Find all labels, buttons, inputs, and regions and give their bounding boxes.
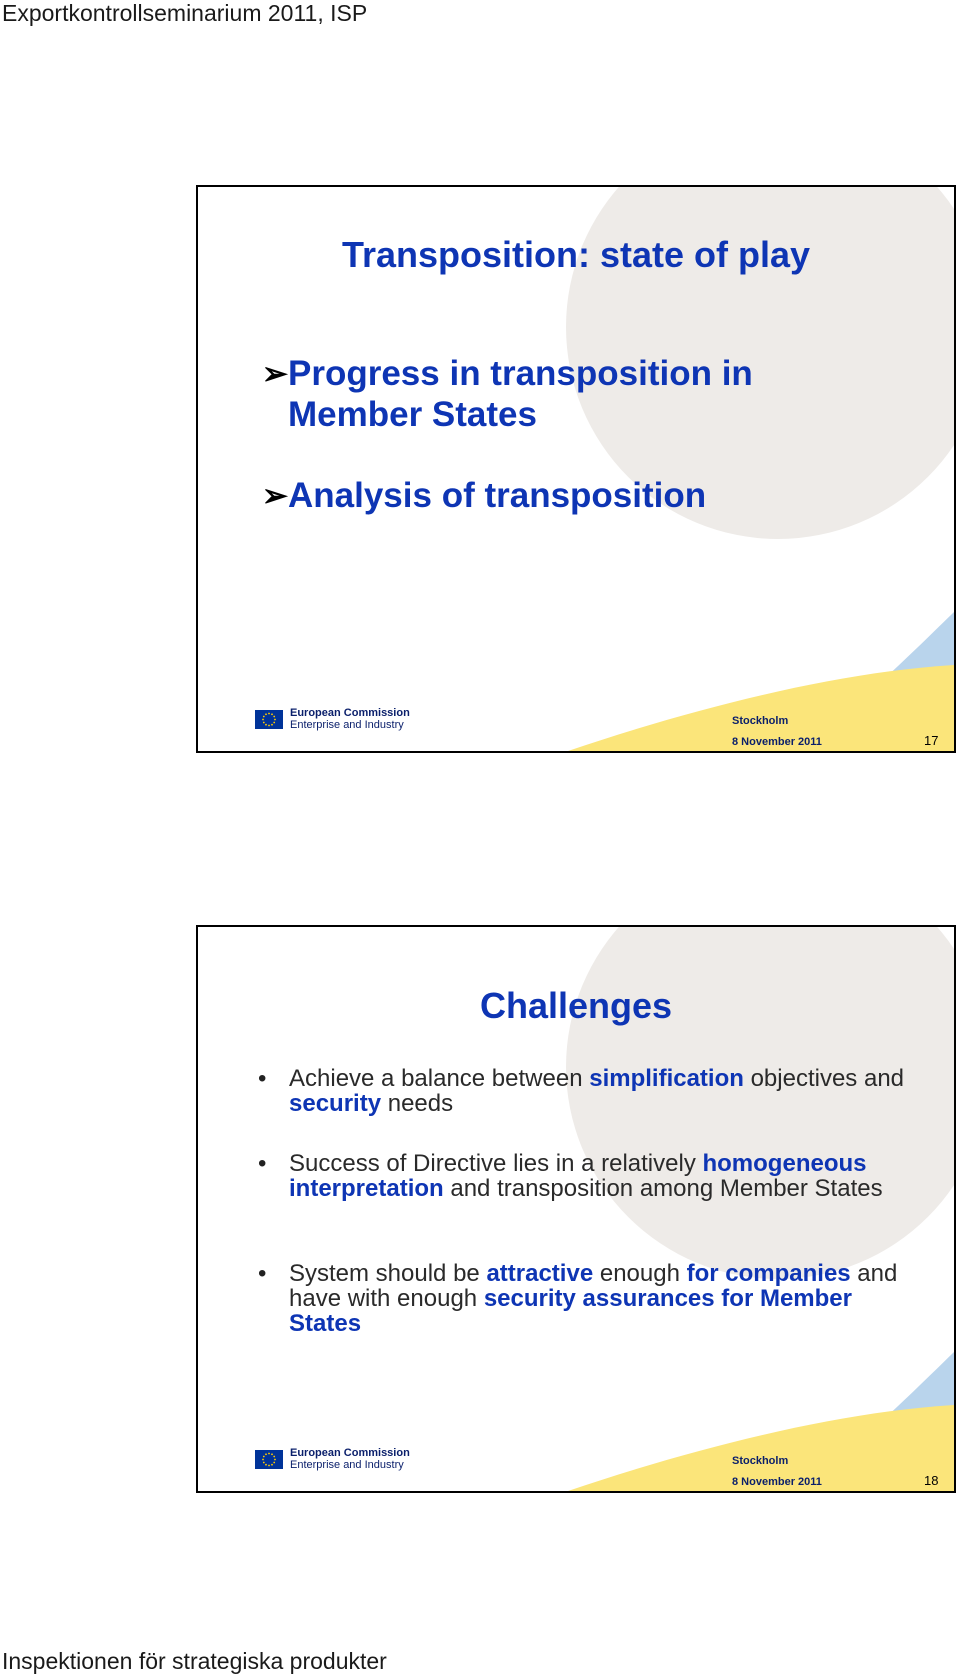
bullet-text-segment: Achieve a balance between (289, 1065, 590, 1092)
bullet-text-segment: objectives and (743, 1065, 905, 1092)
organization-department: Enterprise and Industry (290, 1459, 404, 1471)
bullet-dot: • (258, 1260, 267, 1287)
bullet-item (258, 1066, 908, 1116)
eu-flag-icon (255, 1450, 283, 1469)
bullet-emphasis: security assurances for Member States (289, 1285, 852, 1337)
slide-18 (196, 925, 956, 1493)
slide-17 (196, 185, 956, 753)
bullet-item (258, 1151, 908, 1201)
slide-page-number: 17 (924, 733, 939, 748)
document-footer: Inspektionen för strategiska produkter (2, 1648, 387, 1674)
bullet-emphasis: for companies (686, 1260, 851, 1287)
bullet-text-segment: enough (593, 1260, 687, 1287)
bullet-dot: • (258, 1150, 267, 1177)
bullet-text-segment: needs (381, 1090, 454, 1117)
bullet-text-segment: and have with enough (289, 1260, 898, 1312)
organization-name: European Commission (290, 707, 410, 719)
organization-name: European Commission (290, 1447, 410, 1459)
bullet-item (258, 1261, 908, 1336)
bullet-text-segment: System should be (289, 1260, 487, 1287)
bullet-emphasis: simplification (589, 1065, 744, 1092)
bullet-emphasis: attractive (486, 1260, 594, 1287)
slide-date: 8 November 2011 (732, 736, 822, 748)
bullet-text-segment: Success of Directive lies in a relatively (289, 1150, 703, 1177)
bullet-dot: • (258, 1065, 267, 1092)
arrow-bullet-text: Progress in transposition in Member States (288, 354, 753, 434)
eu-flag-icon (255, 710, 283, 729)
slide-title: Transposition: state of play (341, 234, 811, 275)
bullet-text (258, 1066, 908, 1116)
arrow-bullet-text: Analysis of transposition (288, 476, 707, 515)
bullet-text-segment: and transposition among Member States (443, 1175, 883, 1202)
bullet-emphasis: homogeneous interpretation (289, 1150, 867, 1202)
bullet-emphasis: security (289, 1090, 382, 1117)
slide-date: 8 November 2011 (732, 1476, 822, 1488)
slide-title: Challenges (479, 985, 673, 1026)
arrow-bullet-item (262, 475, 882, 516)
arrow-bullet-icon: ➢ (262, 356, 288, 391)
slide-city: Stockholm (732, 1455, 789, 1467)
organization-department: Enterprise and Industry (290, 719, 404, 731)
arrow-bullet-item (262, 353, 882, 435)
arrow-bullet-icon: ➢ (262, 478, 288, 513)
bullet-text (258, 1151, 908, 1201)
bullet-text (258, 1261, 908, 1336)
slide-city: Stockholm (732, 715, 789, 727)
document-header: Exportkontrollseminarium 2011, ISP (2, 0, 368, 26)
slide-page-number: 18 (924, 1473, 939, 1488)
